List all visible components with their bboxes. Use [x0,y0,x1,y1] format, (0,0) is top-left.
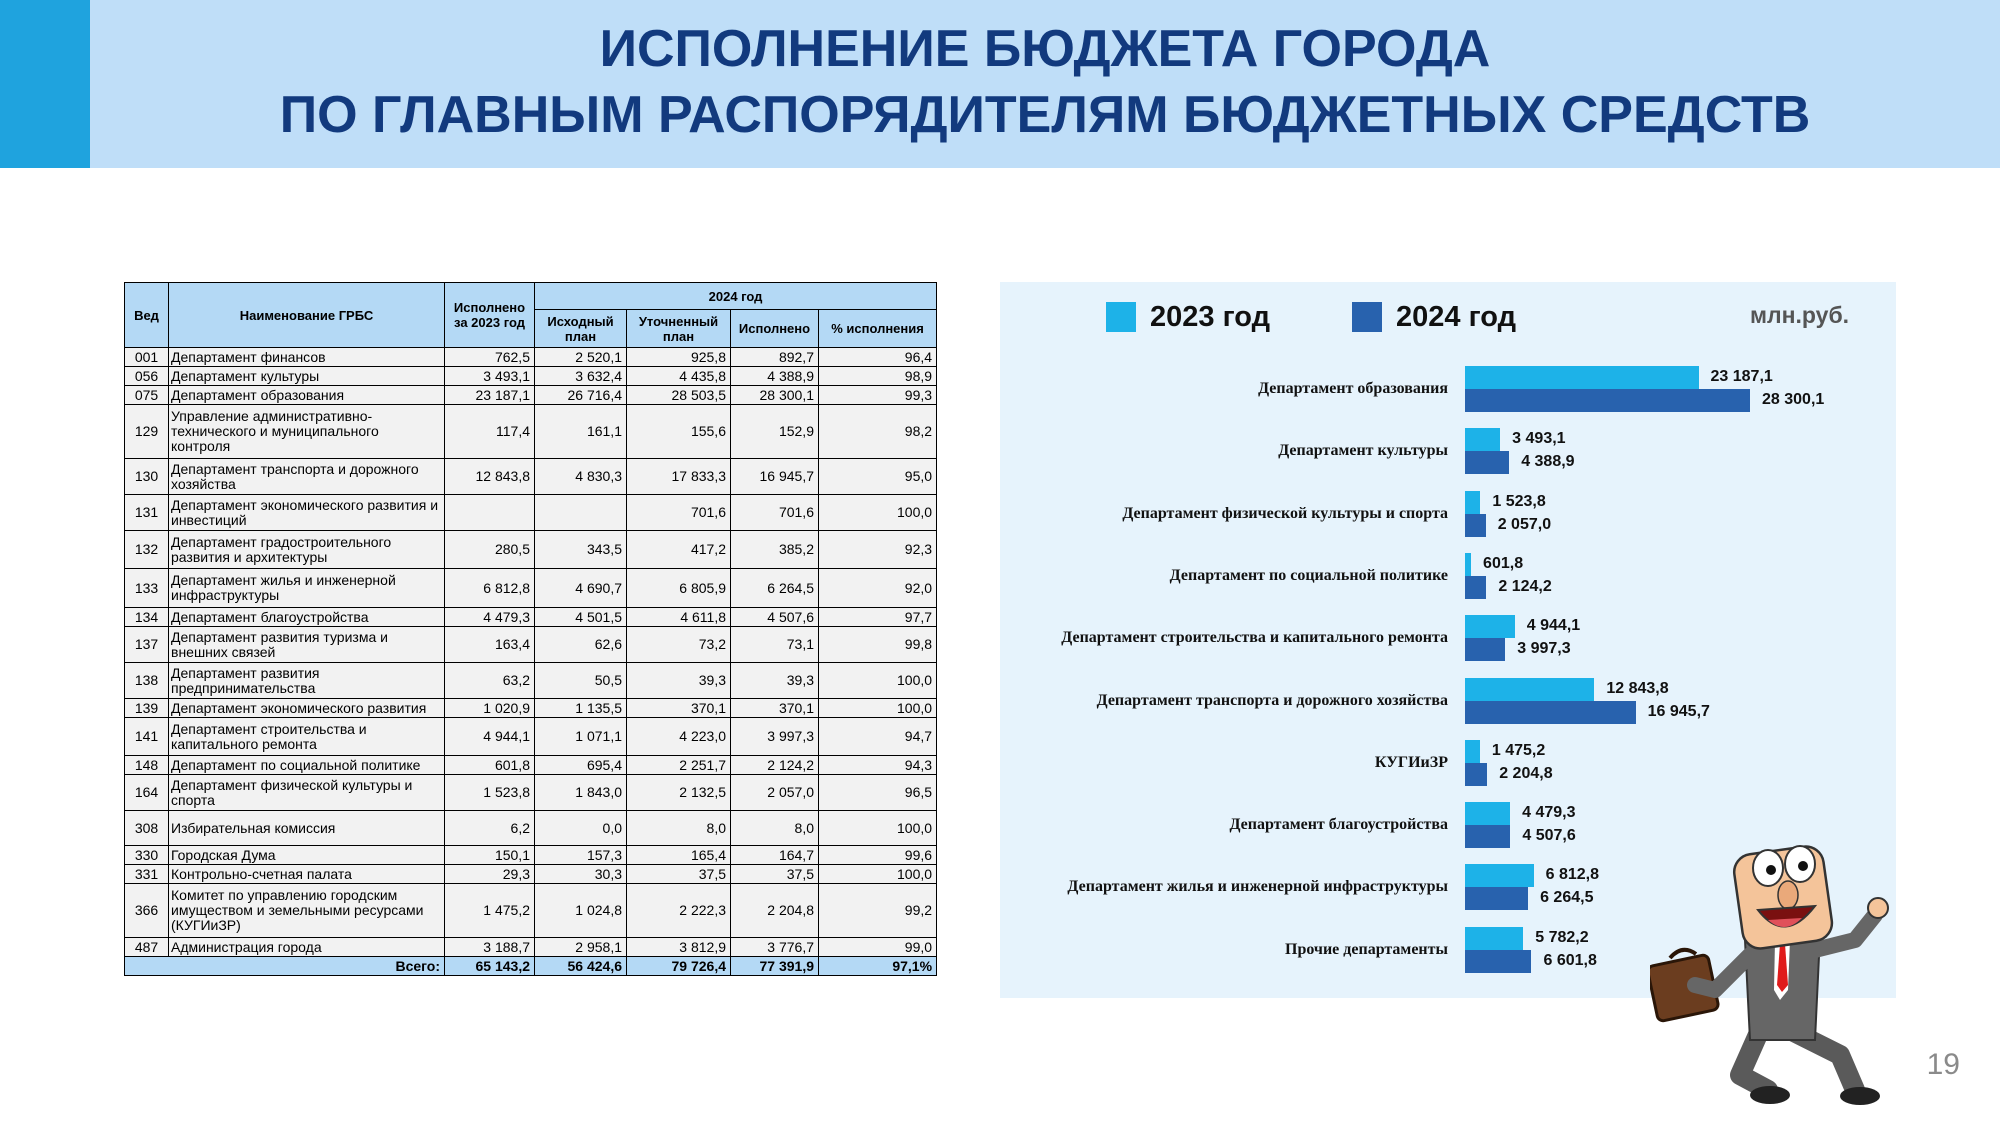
bar-2024 [1465,451,1509,474]
cell-initial: 1 843,0 [535,775,627,811]
category-label: Департамент благоустройства [1229,816,1448,834]
table-row [125,811,937,846]
cell-exec2023: 23 187,1 [445,386,535,405]
cell-exec2023 [445,495,535,531]
data-label: 6 812,8 [1545,866,1599,884]
bar-2023 [1465,615,1515,638]
header-year2024: 2024 год [535,283,937,310]
cell-ved: 130 [125,459,169,495]
cell-executed: 164,7 [731,846,819,865]
cell-initial: 2 958,1 [535,938,627,957]
cell-exec2023: 12 843,8 [445,459,535,495]
header-accent-bar [0,0,90,168]
cell-initial: 695,4 [535,756,627,775]
header-exec2023: Исполнено за 2023 год [445,283,535,348]
cell-percent: 92,0 [819,569,937,608]
bar-2023 [1465,864,1534,887]
cell-initial: 4 690,7 [535,569,627,608]
data-label: 4 388,9 [1521,453,1575,471]
cell-executed: 152,9 [731,405,819,459]
cell-executed: 385,2 [731,531,819,569]
table-row [125,756,937,775]
table-row [125,531,937,569]
page-title-line1: ИСПОЛНЕНИЕ БЮДЖЕТА ГОРОДА [599,20,1491,78]
legend-swatch-2023 [1106,302,1136,332]
bar-2024 [1465,763,1487,786]
bar-2024 [1465,576,1486,599]
cell-exec2023: 3 493,1 [445,367,535,386]
cell-name: Департамент финансов [169,348,445,367]
cell-exec2023: 63,2 [445,663,535,699]
table-row [125,699,937,718]
cell-percent: 95,0 [819,459,937,495]
cell-revised: 17 833,3 [627,459,731,495]
cell-exec2023: 280,5 [445,531,535,569]
category-label: КУГИиЗР [1374,753,1448,771]
total-percent: 97,1% [819,957,937,976]
data-label: 2 057,0 [1497,515,1552,533]
cell-exec2023: 4 479,3 [445,608,535,627]
cell-ved: 138 [125,663,169,699]
table-row [125,569,937,608]
cell-executed: 39,3 [731,663,819,699]
cell-revised: 39,3 [627,663,731,699]
total-exec2023: 65 143,2 [445,957,535,976]
cell-percent: 98,2 [819,405,937,459]
cell-revised: 925,8 [627,348,731,367]
cell-ved: 139 [125,699,169,718]
cell-ved: 131 [125,495,169,531]
header-percent: % исполнения [819,310,937,348]
cell-name: Департамент физической культуры и спорта [169,775,445,811]
data-label: 3 997,3 [1517,640,1571,658]
bar-2024 [1465,389,1750,412]
cell-name: Департамент развития предпринимательства [169,663,445,699]
table-row [125,367,937,386]
table-total-row [125,957,937,976]
legend-label-2024: 2024 год [1396,301,1517,333]
cell-name: Управление административно-технического и муниципального контроля [169,405,445,459]
cell-percent: 96,4 [819,348,937,367]
cell-revised: 3 812,9 [627,938,731,957]
cell-initial: 1 024,8 [535,884,627,938]
cell-ved: 308 [125,811,169,846]
cell-revised: 28 503,5 [627,386,731,405]
cell-exec2023: 163,4 [445,627,535,663]
table-row [125,386,937,405]
cell-ved: 141 [125,718,169,756]
cell-exec2023: 150,1 [445,846,535,865]
cell-ved: 148 [125,756,169,775]
cell-initial: 30,3 [535,865,627,884]
cell-name: Департамент экономического развития и инвестиций [169,495,445,531]
data-label: 16 945,7 [1647,702,1710,720]
cell-initial: 2 520,1 [535,348,627,367]
cell-executed: 16 945,7 [731,459,819,495]
cell-name: Департамент жилья и инженерной инфраструктуры [169,569,445,608]
table-body [125,348,937,957]
cell-initial: 50,5 [535,663,627,699]
cell-name: Департамент культуры [169,367,445,386]
bar-2023 [1465,678,1594,701]
cell-exec2023: 762,5 [445,348,535,367]
cell-exec2023: 6 812,8 [445,569,535,608]
bar-2023 [1465,740,1480,763]
data-label: 12 843,8 [1606,679,1669,697]
total-revised: 79 726,4 [627,957,731,976]
cell-ved: 129 [125,405,169,459]
data-label: 3 493,1 [1512,430,1566,448]
table-row [125,718,937,756]
cell-executed: 73,1 [731,627,819,663]
cell-ved: 133 [125,569,169,608]
cell-name: Департамент градостроительного развития и архитектуры [169,531,445,569]
cell-name: Контрольно-счетная палата [169,865,445,884]
header-initial-plan: Исходный план [535,310,627,348]
bar-2023 [1465,491,1480,514]
cell-percent: 92,3 [819,531,937,569]
running-businessman-illustration [1650,840,1910,1110]
bar-2023 [1465,428,1500,451]
cell-ved: 137 [125,627,169,663]
bar-2023 [1465,802,1510,825]
cell-revised: 6 805,9 [627,569,731,608]
cell-revised: 8,0 [627,811,731,846]
data-label: 6 264,5 [1540,889,1594,907]
cell-initial: 4 830,3 [535,459,627,495]
units-label: млн.руб. [1750,302,1850,328]
category-label: Департамент строительства и капитального ремонта [1061,629,1448,647]
table-row [125,775,937,811]
bar-2023 [1465,553,1471,576]
cell-initial: 26 716,4 [535,386,627,405]
cell-name: Департамент развития туризма и внешних связей [169,627,445,663]
cell-ved: 164 [125,775,169,811]
data-label: 2 204,8 [1499,764,1553,782]
cell-percent: 98,9 [819,367,937,386]
bar-2024 [1465,638,1505,661]
table-row [125,627,937,663]
cell-ved: 001 [125,348,169,367]
cell-revised: 165,4 [627,846,731,865]
cell-revised: 155,6 [627,405,731,459]
category-label: Прочие департаменты [1285,940,1448,958]
data-label: 4 944,1 [1526,617,1581,635]
header-ved: Вед [125,283,169,348]
cell-revised: 4 611,8 [627,608,731,627]
category-label: Департамент по социальной политике [1169,566,1448,584]
table-row [125,459,937,495]
cell-executed: 6 264,5 [731,569,819,608]
table-row [125,865,937,884]
cell-initial: 157,3 [535,846,627,865]
cell-revised: 73,2 [627,627,731,663]
bar-2024 [1465,701,1636,724]
cell-name: Комитет по управлению городским имуществом и земельными ресурсами (КУГИиЗР) [169,884,445,938]
data-label: 4 507,6 [1522,827,1576,845]
category-label: Департамент транспорта и дорожного хозяйства [1096,691,1448,709]
cell-percent: 100,0 [819,811,937,846]
cell-percent: 96,5 [819,775,937,811]
cell-revised: 4 223,0 [627,718,731,756]
cell-exec2023: 29,3 [445,865,535,884]
bar-2023 [1465,366,1699,389]
cell-exec2023: 6,2 [445,811,535,846]
cell-percent: 100,0 [819,495,937,531]
total-label: Всего: [125,957,445,976]
cell-revised: 37,5 [627,865,731,884]
cell-executed: 2 057,0 [731,775,819,811]
cell-executed: 8,0 [731,811,819,846]
cell-executed: 370,1 [731,699,819,718]
table-row [125,938,937,957]
cell-initial: 343,5 [535,531,627,569]
cell-executed: 3 997,3 [731,718,819,756]
cell-executed: 4 507,6 [731,608,819,627]
data-label: 1 475,2 [1491,741,1546,759]
cell-initial: 3 632,4 [535,367,627,386]
cell-executed: 892,7 [731,348,819,367]
cell-percent: 99,6 [819,846,937,865]
cell-name: Департамент транспорта и дорожного хозяйства [169,459,445,495]
category-label: Департамент культуры [1278,442,1448,460]
cell-name: Департамент строительства и капитального ремонта [169,718,445,756]
cell-executed: 2 124,2 [731,756,819,775]
page-title-line2: ПО ГЛАВНЫМ РАСПОРЯДИТЕЛЯМ БЮДЖЕТНЫХ СРЕДСТВ [279,86,1811,144]
cell-ved: 330 [125,846,169,865]
header-executed: Исполнено [731,310,819,348]
cell-executed: 4 388,9 [731,367,819,386]
category-label: Департамент физической культуры и спорта [1122,504,1448,522]
bar-2024 [1465,825,1510,848]
cell-name: Департамент образования [169,386,445,405]
header-revised-plan: Уточненный план [627,310,731,348]
table-row [125,846,937,865]
data-label: 1 523,8 [1492,492,1546,510]
cell-initial: 4 501,5 [535,608,627,627]
data-label: 28 300,1 [1762,391,1825,408]
legend-swatch-2024 [1352,302,1382,332]
table-row [125,663,937,699]
total-initial: 56 424,6 [535,957,627,976]
table-row [125,348,937,367]
cell-ved: 331 [125,865,169,884]
cell-name: Департамент благоустройства [169,608,445,627]
cell-percent: 99,2 [819,884,937,938]
cell-percent: 99,0 [819,938,937,957]
cell-percent: 94,7 [819,718,937,756]
grbs-table-container [124,282,936,976]
cell-exec2023: 1 020,9 [445,699,535,718]
cell-exec2023: 4 944,1 [445,718,535,756]
cell-revised: 370,1 [627,699,731,718]
cell-name: Администрация города [169,938,445,957]
cell-exec2023: 601,8 [445,756,535,775]
table-row [125,884,937,938]
cell-revised: 2 132,5 [627,775,731,811]
bar-2024 [1465,887,1528,910]
cell-percent: 99,8 [819,627,937,663]
cell-percent: 100,0 [819,865,937,884]
category-label: Департамент жилья и инженерной инфраструктуры [1067,878,1448,896]
table-row [125,495,937,531]
cell-executed: 3 776,7 [731,938,819,957]
cell-ved: 487 [125,938,169,957]
cell-ved: 134 [125,608,169,627]
cell-ved: 075 [125,386,169,405]
page-number: 19 [1926,1048,1960,1081]
cell-executed: 701,6 [731,495,819,531]
cell-exec2023: 1 523,8 [445,775,535,811]
cell-exec2023: 3 188,7 [445,938,535,957]
cell-name: Департамент по социальной политике [169,756,445,775]
data-label: 2 124,2 [1498,577,1552,595]
category-label: Департамент образования [1258,380,1448,397]
cell-percent: 99,3 [819,386,937,405]
cell-revised: 4 435,8 [627,367,731,386]
data-label: 6 601,8 [1543,951,1597,969]
cell-executed: 2 204,8 [731,884,819,938]
cell-revised: 701,6 [627,495,731,531]
cell-percent: 94,3 [819,756,937,775]
cell-initial: 0,0 [535,811,627,846]
cell-name: Избирательная комиссия [169,811,445,846]
data-label: 4 479,3 [1522,804,1576,822]
cell-revised: 2 251,7 [627,756,731,775]
grbs-table [124,282,937,976]
cell-percent: 100,0 [819,663,937,699]
cell-exec2023: 1 475,2 [445,884,535,938]
legend-label-2023: 2023 год [1150,301,1271,333]
cell-exec2023: 117,4 [445,405,535,459]
cell-name: Департамент экономического развития [169,699,445,718]
cell-ved: 132 [125,531,169,569]
cell-revised: 417,2 [627,531,731,569]
data-label: 601,8 [1483,554,1524,572]
data-label: 23 187,1 [1710,368,1773,385]
cell-executed: 28 300,1 [731,386,819,405]
bar-2024 [1465,514,1486,537]
cell-initial [535,495,627,531]
cell-initial: 62,6 [535,627,627,663]
table-row [125,405,937,459]
data-label: 5 782,2 [1535,928,1589,946]
cell-initial: 161,1 [535,405,627,459]
cell-percent: 97,7 [819,608,937,627]
cell-name: Городская Дума [169,846,445,865]
cell-percent: 100,0 [819,699,937,718]
cell-ved: 056 [125,367,169,386]
cell-executed: 37,5 [731,865,819,884]
total-executed: 77 391,9 [731,957,819,976]
cell-initial: 1 071,1 [535,718,627,756]
cell-ved: 366 [125,884,169,938]
table-row [125,608,937,627]
bar-2023 [1465,927,1523,950]
cell-initial: 1 135,5 [535,699,627,718]
header-name: Наименование ГРБС [169,283,445,348]
bar-2024 [1465,950,1531,973]
cell-revised: 2 222,3 [627,884,731,938]
